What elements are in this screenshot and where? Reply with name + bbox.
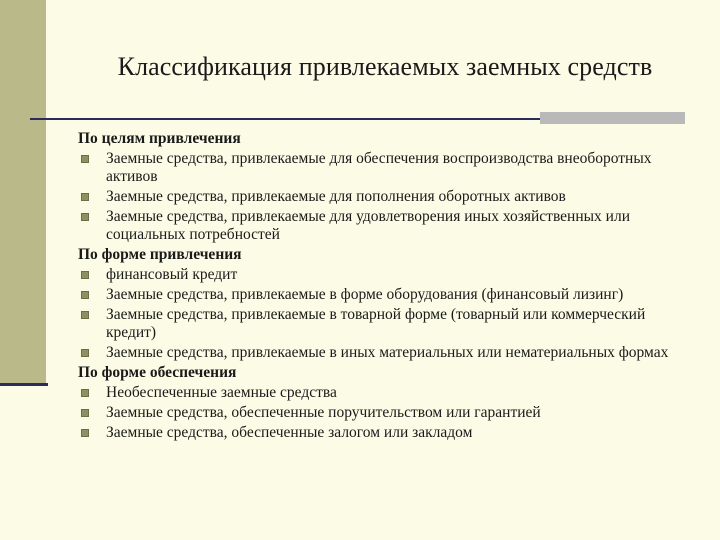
slide-content — [78, 130, 678, 444]
list-item-text: Заемные средства, обеспеченные поручительством или гарантией — [106, 404, 541, 421]
square-bullet-icon — [81, 291, 89, 299]
left-decor-line — [0, 383, 48, 386]
square-bullet-icon — [81, 193, 89, 201]
section-heading: По форме обеспечения — [78, 364, 237, 381]
list-item-text: Заемные средства, привлекаемые в иных материальных или нематериальных формах — [106, 344, 669, 361]
list-item — [78, 384, 678, 402]
list-item — [78, 404, 678, 422]
square-bullet-icon — [81, 311, 89, 319]
section-heading: По целям привлечения — [78, 130, 241, 147]
left-decor-bar — [0, 0, 46, 385]
list-item-text: Заемные средства, привлекаемые для удовлетворения иных хозяйственных или социальных потребностей — [106, 208, 631, 243]
square-bullet-icon — [81, 389, 89, 397]
list-item — [78, 344, 678, 362]
list-item — [78, 424, 678, 442]
list-item-text: Заемные средства, привлекаемые в товарной форме (товарный или коммерческий кредит) — [106, 306, 646, 341]
square-bullet-icon — [81, 349, 89, 357]
list-item — [78, 150, 678, 186]
square-bullet-icon — [81, 409, 89, 417]
list-item — [78, 188, 678, 206]
square-bullet-icon — [81, 155, 89, 163]
slide-title: Классификация привлекаемых заемных средств — [117, 52, 653, 81]
list-item-text: Заемные средства, привлекаемые для пополнения оборотных активов — [106, 188, 566, 205]
list-item — [78, 208, 678, 244]
list-item-text: Заемные средства, обеспеченные залогом или закладом — [106, 424, 473, 441]
square-bullet-icon — [81, 429, 89, 437]
list-item-text: Заемные средства, привлекаемые для обеспечения воспроизводства внеоборотных активов — [106, 150, 652, 185]
list-item-text: Необеспеченные заемные средства — [106, 384, 337, 401]
list-item — [78, 266, 678, 284]
list-item — [78, 306, 678, 342]
divider-accent-block — [540, 112, 685, 124]
section-heading: По форме привлечения — [78, 246, 242, 263]
list-item-text: Заемные средства, привлекаемые в форме оборудования (финансовый лизинг) — [106, 286, 624, 303]
list-item-text: финансовый кредит — [106, 266, 238, 283]
square-bullet-icon — [81, 271, 89, 279]
list-item — [78, 286, 678, 304]
square-bullet-icon — [81, 213, 89, 221]
